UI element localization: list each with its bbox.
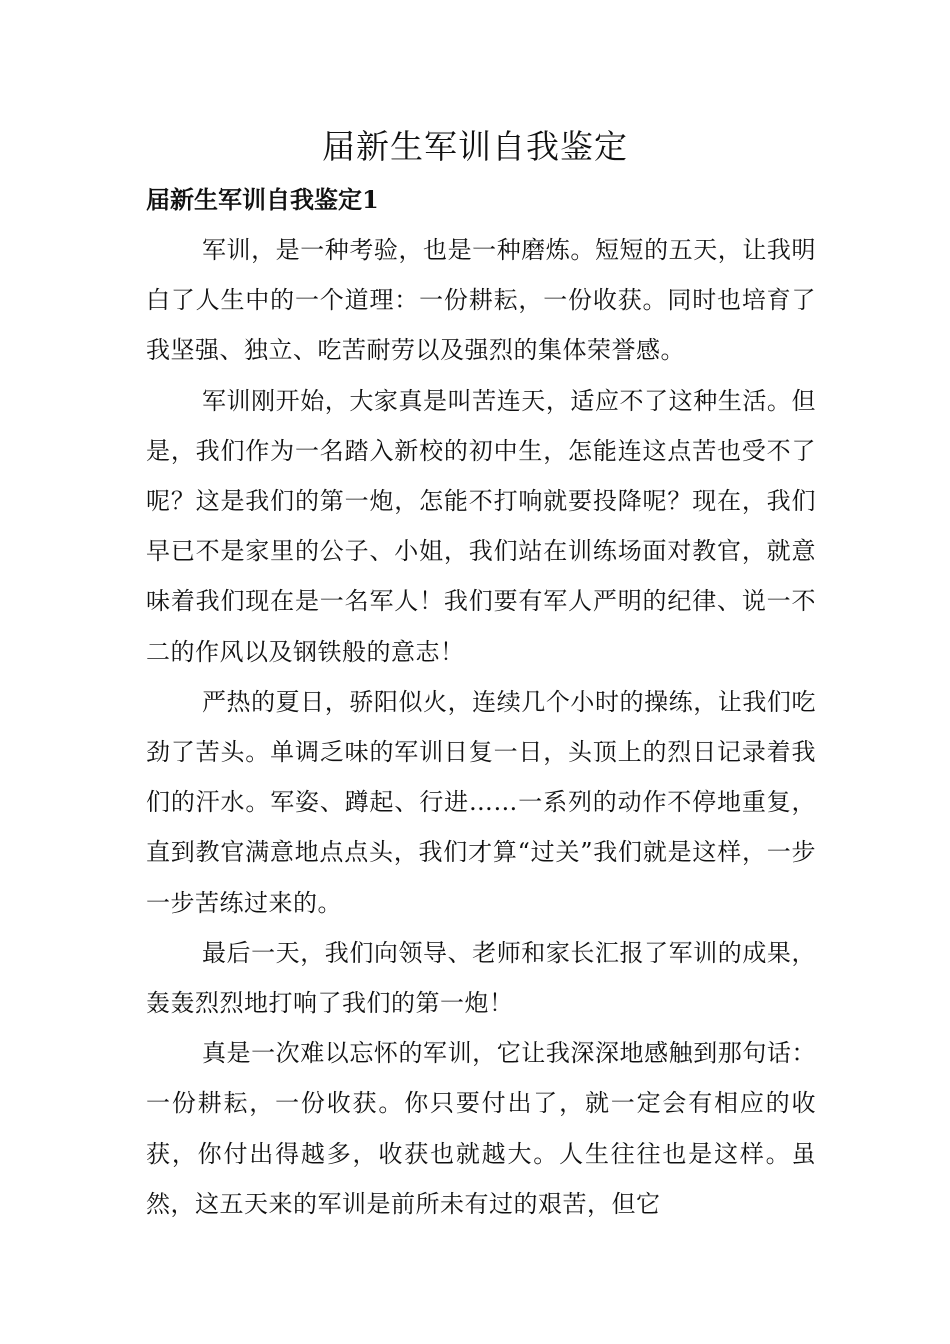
paragraph: 军训，是一种考验，也是一种磨炼。短短的五天，让我明白了人生中的一个道理：一份耕耘，一份收获。同时也培育了我坚强、独立、吃苦耐劳以及强烈的集体荣誉感。 <box>146 236 816 365</box>
document-title: 届新生军训自我鉴定 <box>322 127 628 166</box>
document-body <box>146 225 816 1229</box>
paragraph: 严热的夏日，骄阳似火，连续几个小时的操练，让我们吃劲了苦头。单调乏味的军训日复一日，头顶上的烈日记录着我们的汗水。军姿、蹲起、行进……一系列的动作不停地重复，直到教官满意地点点头，我们才算“过关”我们就是这样，一步一步苦练过来的。 <box>146 687 816 917</box>
paragraph: 军训刚开始，大家真是叫苦连天，适应不了这种生活。但是，我们作为一名踏入新校的初中生，怎能连这点苦也受不了呢？这是我们的第一炮，怎能不打响就要投降呢？现在，我们早已不是家里的公子、小姐，我们站在训练场面对教官，就意味着我们现在是一名军人！我们要有军人严明的纪律、说一不二的作风以及钢铁般的意志！ <box>146 386 816 666</box>
section-heading: 届新生军训自我鉴定1 <box>146 185 379 214</box>
paragraph: 真是一次难以忘怀的军训，它让我深深地感触到那句话：一份耕耘，一份收获。你只要付出了，就一定会有相应的收获，你付出得越多，收获也就越大。人生往往也是这样。虽然，这五天来的军训是前所未有过的艰苦，但它 <box>146 1039 816 1218</box>
paragraph: 最后一天，我们向领导、老师和家长汇报了军训的成果，轰轰烈烈地打响了我们的第一炮！ <box>146 938 816 1018</box>
